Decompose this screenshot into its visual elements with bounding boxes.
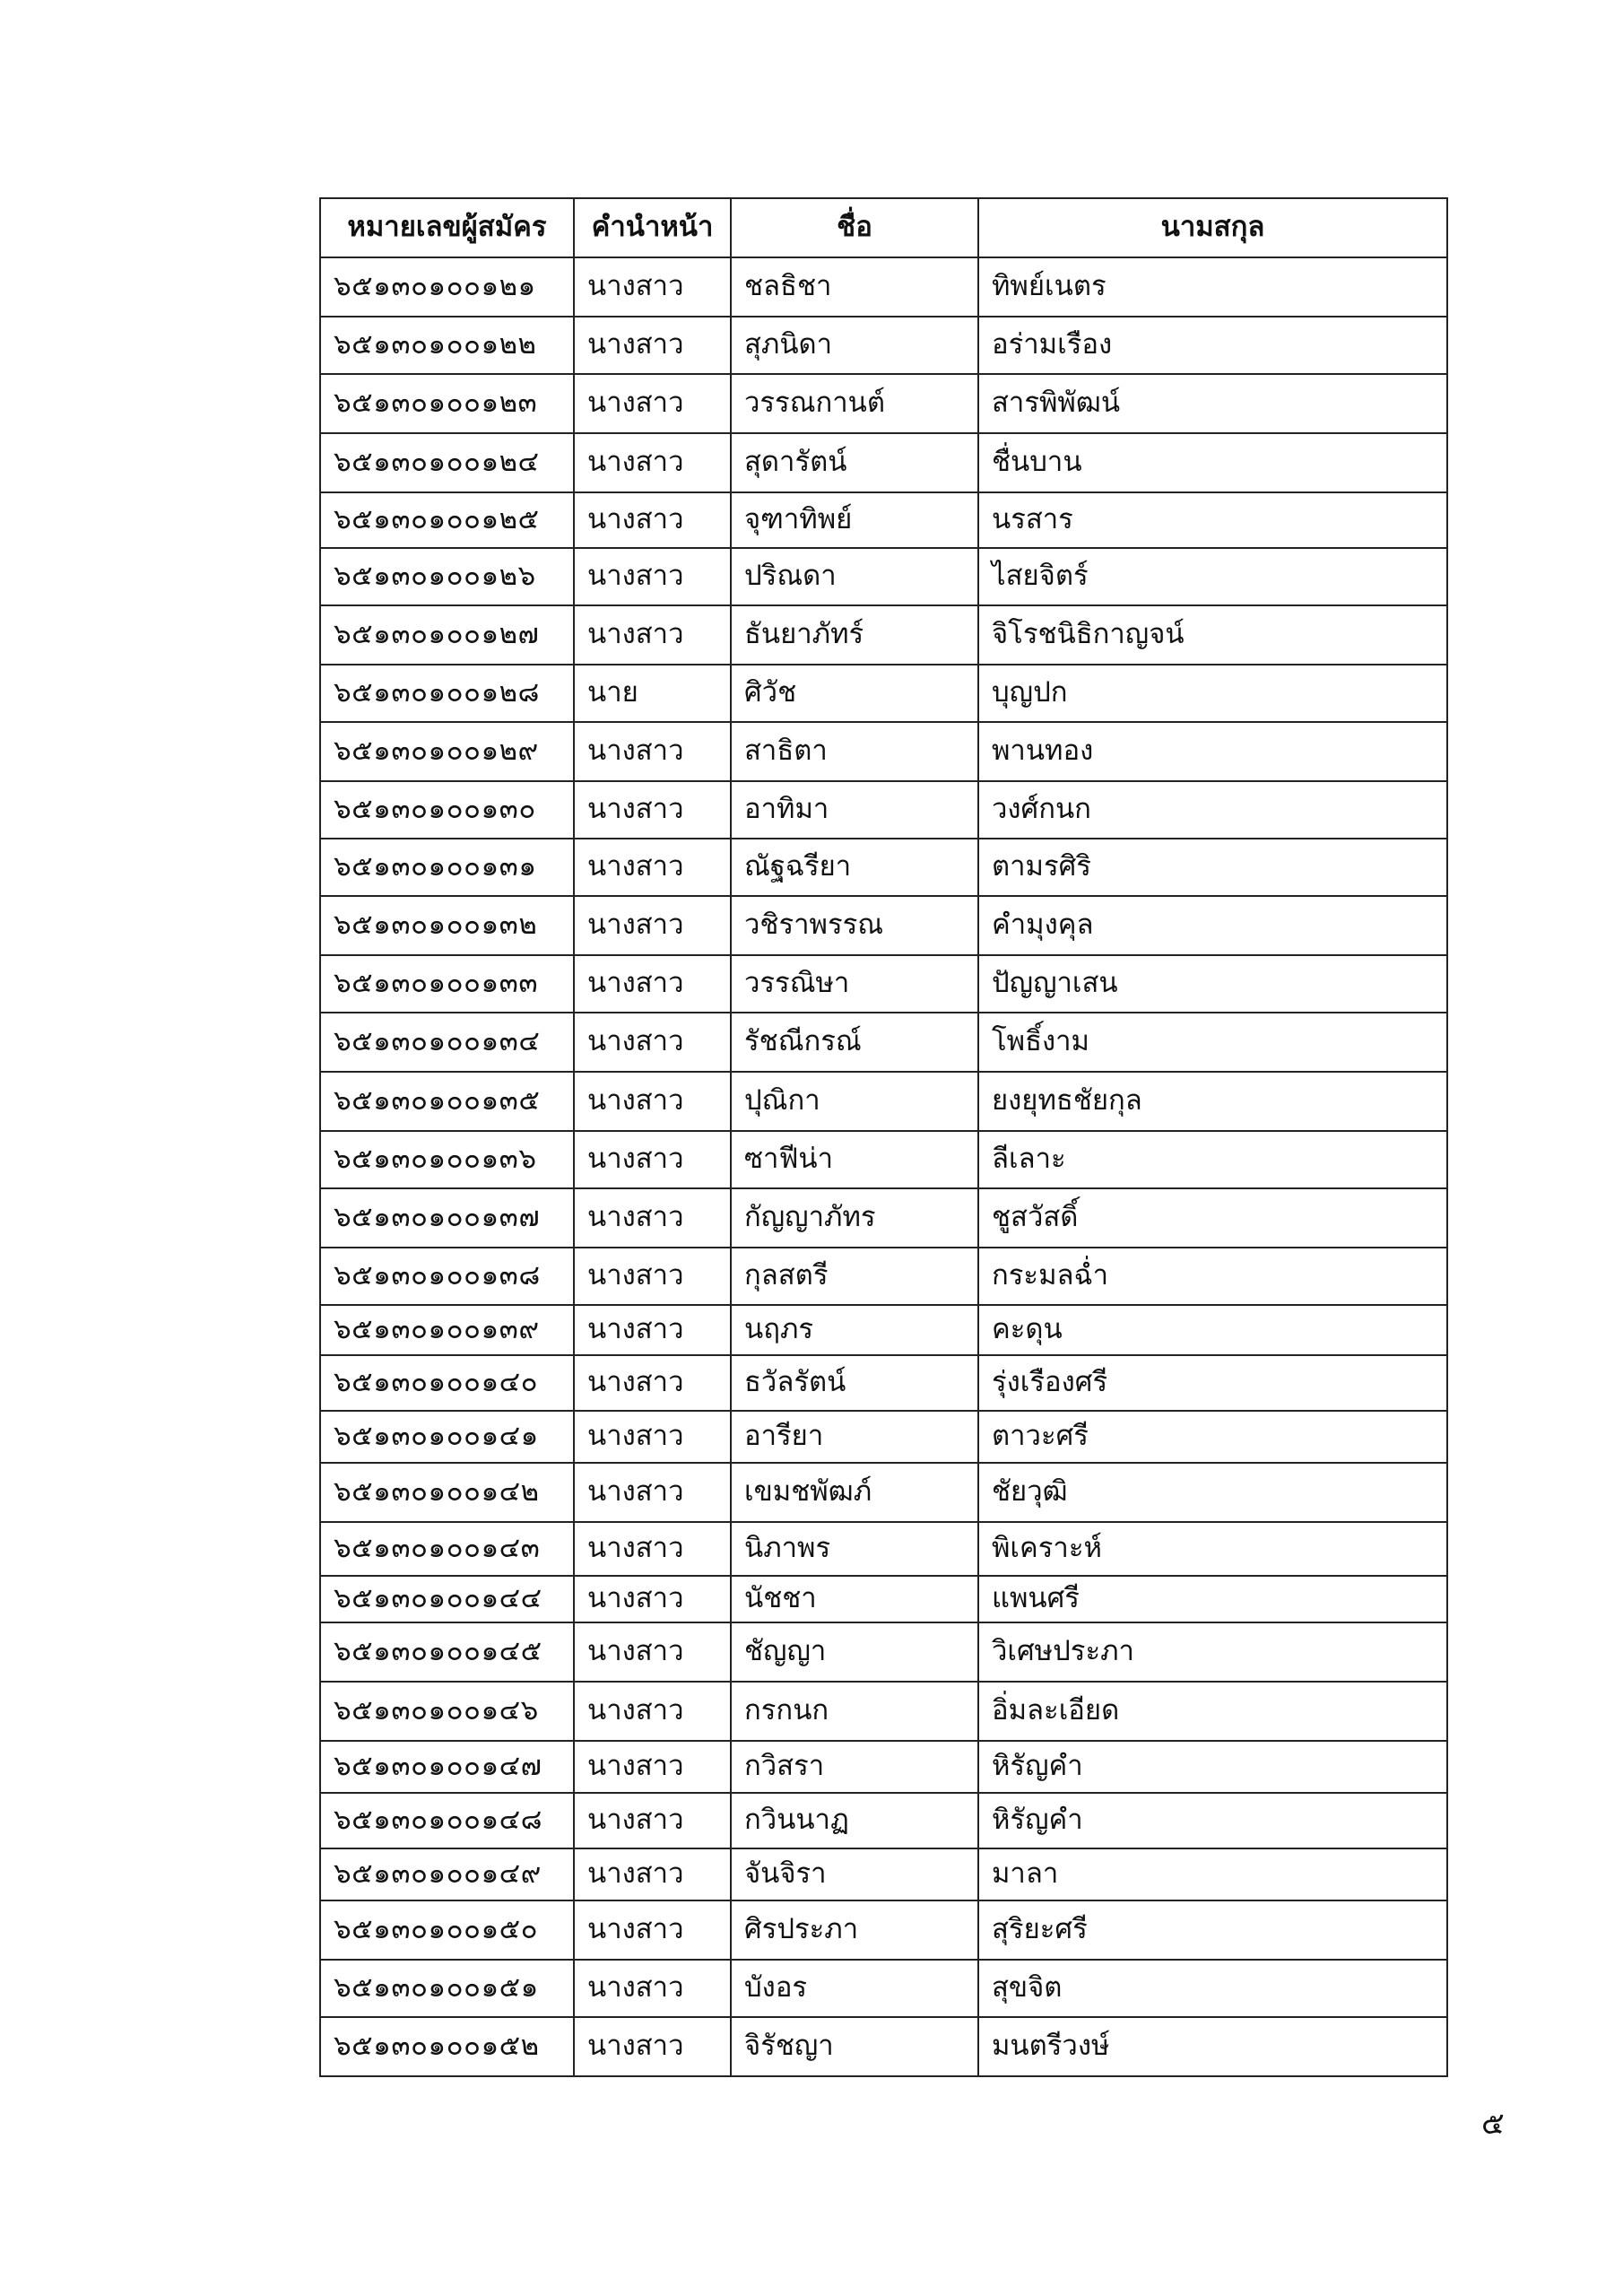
table-row	[320, 605, 1447, 665]
title-prefix-cell: นางสาว	[574, 1188, 731, 1248]
last-name-cell: ปัญญาเสน	[978, 955, 1447, 1013]
first-name-cell: ณัฐฉรียา	[731, 839, 978, 896]
last-name-cell: บุญปก	[978, 665, 1447, 722]
last-name-cell: สารพิพัฒน์	[978, 374, 1447, 433]
first-name-cell: ธวัลรัตน์	[731, 1355, 978, 1411]
applicant-id-cell: ๖๕๑๓๐๑๐๐๑๒๓	[320, 374, 574, 433]
first-name-cell: บังอร	[731, 1960, 978, 2017]
applicant-id-cell: ๖๕๑๓๐๑๐๐๑๓๓	[320, 955, 574, 1013]
title-prefix-cell: นางสาว	[574, 1463, 731, 1522]
applicant-id-cell: ๖๕๑๓๐๑๐๐๑๒๔	[320, 433, 574, 492]
applicant-id-cell: ๖๕๑๓๐๑๐๐๑๓๕	[320, 1072, 574, 1131]
title-prefix-cell: นางสาว	[574, 1793, 731, 1848]
last-name-cell: วงศ์กนก	[978, 781, 1447, 839]
first-name-cell: ปริณดา	[731, 548, 978, 605]
table-row	[320, 1463, 1447, 1522]
title-prefix-cell: นางสาว	[574, 1622, 731, 1682]
header-first-name: ชื่อ	[731, 198, 978, 257]
title-prefix-cell: นางสาว	[574, 955, 731, 1013]
last-name-cell: ตาวะศรี	[978, 1411, 1447, 1463]
first-name-cell: กัญญาภัทร	[731, 1188, 978, 1248]
applicant-id-cell: ๖๕๑๓๐๑๐๐๑๔๗	[320, 1741, 574, 1793]
last-name-cell: ชัยวุฒิ	[978, 1463, 1447, 1522]
applicant-id-cell: ๖๕๑๓๐๑๐๐๑๔๕	[320, 1622, 574, 1682]
title-prefix-cell: นางสาว	[574, 1900, 731, 1960]
applicant-id-cell: ๖๕๑๓๐๑๐๐๑๔๒	[320, 1463, 574, 1522]
table-body	[320, 257, 1447, 2076]
header-applicant-id: หมายเลขผู้สมัคร	[320, 198, 574, 257]
title-prefix-cell: นางสาว	[574, 1131, 731, 1188]
first-name-cell: เขมชพัฒภ์	[731, 1463, 978, 1522]
table-row	[320, 1013, 1447, 1072]
table-row	[320, 548, 1447, 605]
last-name-cell: กระมลฉ่ำ	[978, 1248, 1447, 1305]
title-prefix-cell: นางสาว	[574, 433, 731, 492]
table-row	[320, 896, 1447, 955]
last-name-cell: มาลา	[978, 1848, 1447, 1900]
table-row	[320, 955, 1447, 1013]
table-row	[320, 1576, 1447, 1622]
first-name-cell: กรกนก	[731, 1682, 978, 1741]
title-prefix-cell: นางสาว	[574, 1072, 731, 1131]
table-row	[320, 492, 1447, 548]
applicant-id-cell: ๖๕๑๓๐๑๐๐๑๒๙	[320, 722, 574, 781]
applicant-id-cell: ๖๕๑๓๐๑๐๐๑๔๑	[320, 1411, 574, 1463]
first-name-cell: ศิวัช	[731, 665, 978, 722]
first-name-cell: สาธิตา	[731, 722, 978, 781]
applicant-id-cell: ๖๕๑๓๐๑๐๐๑๒๑	[320, 257, 574, 317]
last-name-cell: รุ่งเรืองศรี	[978, 1355, 1447, 1411]
table-row	[320, 665, 1447, 722]
applicant-id-cell: ๖๕๑๓๐๑๐๐๑๒๗	[320, 605, 574, 665]
title-prefix-cell: นางสาว	[574, 781, 731, 839]
last-name-cell: สุขจิต	[978, 1960, 1447, 2017]
table-row	[320, 1900, 1447, 1960]
table-row	[320, 1411, 1447, 1463]
title-prefix-cell: นางสาว	[574, 1248, 731, 1305]
first-name-cell: ชัญญา	[731, 1622, 978, 1682]
table-row	[320, 1960, 1447, 2017]
first-name-cell: กวิสรา	[731, 1741, 978, 1793]
applicant-id-cell: ๖๕๑๓๐๑๐๐๑๔๔	[320, 1576, 574, 1622]
last-name-cell: คำมุงคุล	[978, 896, 1447, 955]
applicant-table	[319, 197, 1448, 2077]
title-prefix-cell: นางสาว	[574, 839, 731, 896]
last-name-cell: ไสยจิตร์	[978, 548, 1447, 605]
first-name-cell: กุลสตรี	[731, 1248, 978, 1305]
last-name-cell: ลีเลาะ	[978, 1131, 1447, 1188]
title-prefix-cell: นางสาว	[574, 1848, 731, 1900]
page-number: ๕	[1481, 2106, 1505, 2142]
applicant-id-cell: ๖๕๑๓๐๑๐๐๑๕๒	[320, 2017, 574, 2076]
last-name-cell: หิรัญคำ	[978, 1793, 1447, 1848]
applicant-id-cell: ๖๕๑๓๐๑๐๐๑๓๒	[320, 896, 574, 955]
applicant-id-cell: ๖๕๑๓๐๑๐๐๑๔๓	[320, 1522, 574, 1576]
title-prefix-cell: นางสาว	[574, 492, 731, 548]
first-name-cell: อาทิมา	[731, 781, 978, 839]
table-row	[320, 1072, 1447, 1131]
title-prefix-cell: นางสาว	[574, 257, 731, 317]
last-name-cell: สุริยะศรี	[978, 1900, 1447, 1960]
applicant-id-cell: ๖๕๑๓๐๑๐๐๑๒๖	[320, 548, 574, 605]
last-name-cell: ตามรศิริ	[978, 839, 1447, 896]
first-name-cell: วรรณกานต์	[731, 374, 978, 433]
last-name-cell: อร่ามเรือง	[978, 317, 1447, 374]
last-name-cell: นรสาร	[978, 492, 1447, 548]
applicant-id-cell: ๖๕๑๓๐๑๐๐๑๔๘	[320, 1793, 574, 1848]
table-row	[320, 1741, 1447, 1793]
title-prefix-cell: นางสาว	[574, 896, 731, 955]
first-name-cell: จุฑาทิพย์	[731, 492, 978, 548]
first-name-cell: อารียา	[731, 1411, 978, 1463]
first-name-cell: สุภนิดา	[731, 317, 978, 374]
last-name-cell: หิรัญคำ	[978, 1741, 1447, 1793]
first-name-cell: นัชชา	[731, 1576, 978, 1622]
first-name-cell: จิรัชญา	[731, 2017, 978, 2076]
applicant-id-cell: ๖๕๑๓๐๑๐๐๑๕๑	[320, 1960, 574, 2017]
title-prefix-cell: นางสาว	[574, 1305, 731, 1355]
first-name-cell: ธันยาภัทร์	[731, 605, 978, 665]
title-prefix-cell: นางสาว	[574, 1355, 731, 1411]
applicant-id-cell: ๖๕๑๓๐๑๐๐๑๓๘	[320, 1248, 574, 1305]
table-row	[320, 374, 1447, 433]
title-prefix-cell: นางสาว	[574, 1522, 731, 1576]
title-prefix-cell: นางสาว	[574, 1576, 731, 1622]
table-row	[320, 257, 1447, 317]
last-name-cell: คะดุน	[978, 1305, 1447, 1355]
last-name-cell: อิ่มละเอียด	[978, 1682, 1447, 1741]
table-row	[320, 839, 1447, 896]
applicant-id-cell: ๖๕๑๓๐๑๐๐๑๓๙	[320, 1305, 574, 1355]
applicant-id-cell: ๖๕๑๓๐๑๐๐๑๒๕	[320, 492, 574, 548]
last-name-cell: จิโรชนิธิกาญจน์	[978, 605, 1447, 665]
table-row	[320, 1522, 1447, 1576]
title-prefix-cell: นางสาว	[574, 1960, 731, 2017]
first-name-cell: ปุณิกา	[731, 1072, 978, 1131]
last-name-cell: โพธิ์งาม	[978, 1013, 1447, 1072]
title-prefix-cell: นางสาว	[574, 1013, 731, 1072]
table-row	[320, 1682, 1447, 1741]
last-name-cell: วิเศษประภา	[978, 1622, 1447, 1682]
first-name-cell: ชลธิชา	[731, 257, 978, 317]
header-title-prefix: คำนำหน้า	[574, 198, 731, 257]
title-prefix-cell: นางสาว	[574, 722, 731, 781]
title-prefix-cell: นางสาว	[574, 1682, 731, 1741]
last-name-cell: ชูสวัสดิ์	[978, 1188, 1447, 1248]
table-row	[320, 1131, 1447, 1188]
table-row	[320, 1848, 1447, 1900]
title-prefix-cell: นางสาว	[574, 1411, 731, 1463]
last-name-cell: พานทอง	[978, 722, 1447, 781]
table-row	[320, 1355, 1447, 1411]
title-prefix-cell: นาย	[574, 665, 731, 722]
applicant-id-cell: ๖๕๑๓๐๑๐๐๑๔๐	[320, 1355, 574, 1411]
first-name-cell: วชิราพรรณ	[731, 896, 978, 955]
first-name-cell: ศิรประภา	[731, 1900, 978, 1960]
applicant-id-cell: ๖๕๑๓๐๑๐๐๑๒๒	[320, 317, 574, 374]
title-prefix-cell: นางสาว	[574, 1741, 731, 1793]
first-name-cell: รัชณีกรณ์	[731, 1013, 978, 1072]
table-row	[320, 1305, 1447, 1355]
applicant-id-cell: ๖๕๑๓๐๑๐๐๑๔๙	[320, 1848, 574, 1900]
title-prefix-cell: นางสาว	[574, 317, 731, 374]
applicant-id-cell: ๖๕๑๓๐๑๐๐๑๒๘	[320, 665, 574, 722]
first-name-cell: ซาฟีน่า	[731, 1131, 978, 1188]
table-row	[320, 722, 1447, 781]
last-name-cell: ชื่นบาน	[978, 433, 1447, 492]
first-name-cell: นิภาพร	[731, 1522, 978, 1576]
first-name-cell: นฤภร	[731, 1305, 978, 1355]
table-row	[320, 781, 1447, 839]
header-last-name: นามสกุล	[978, 198, 1447, 257]
last-name-cell: มนตรีวงษ์	[978, 2017, 1447, 2076]
title-prefix-cell: นางสาว	[574, 2017, 731, 2076]
first-name-cell: จันจิรา	[731, 1848, 978, 1900]
header-row	[320, 198, 1447, 257]
applicant-id-cell: ๖๕๑๓๐๑๐๐๑๔๖	[320, 1682, 574, 1741]
table-row	[320, 1188, 1447, 1248]
title-prefix-cell: นางสาว	[574, 548, 731, 605]
table-row	[320, 433, 1447, 492]
applicant-id-cell: ๖๕๑๓๐๑๐๐๑๓๐	[320, 781, 574, 839]
table-row	[320, 1248, 1447, 1305]
table-row	[320, 2017, 1447, 2076]
title-prefix-cell: นางสาว	[574, 605, 731, 665]
first-name-cell: วรรณิษา	[731, 955, 978, 1013]
last-name-cell: ยงยุทธชัยกุล	[978, 1072, 1447, 1131]
table-row	[320, 1622, 1447, 1682]
applicant-id-cell: ๖๕๑๓๐๑๐๐๑๓๑	[320, 839, 574, 896]
last-name-cell: แพนศรี	[978, 1576, 1447, 1622]
last-name-cell: ทิพย์เนตร	[978, 257, 1447, 317]
applicant-id-cell: ๖๕๑๓๐๑๐๐๑๓๔	[320, 1013, 574, 1072]
table-row	[320, 1793, 1447, 1848]
applicant-id-cell: ๖๕๑๓๐๑๐๐๑๓๗	[320, 1188, 574, 1248]
title-prefix-cell: นางสาว	[574, 374, 731, 433]
applicant-id-cell: ๖๕๑๓๐๑๐๐๑๕๐	[320, 1900, 574, 1960]
last-name-cell: พิเคราะห์	[978, 1522, 1447, 1576]
applicant-id-cell: ๖๕๑๓๐๑๐๐๑๓๖	[320, 1131, 574, 1188]
first-name-cell: สุดารัตน์	[731, 433, 978, 492]
table-row	[320, 317, 1447, 374]
first-name-cell: กวินนาฏ	[731, 1793, 978, 1848]
